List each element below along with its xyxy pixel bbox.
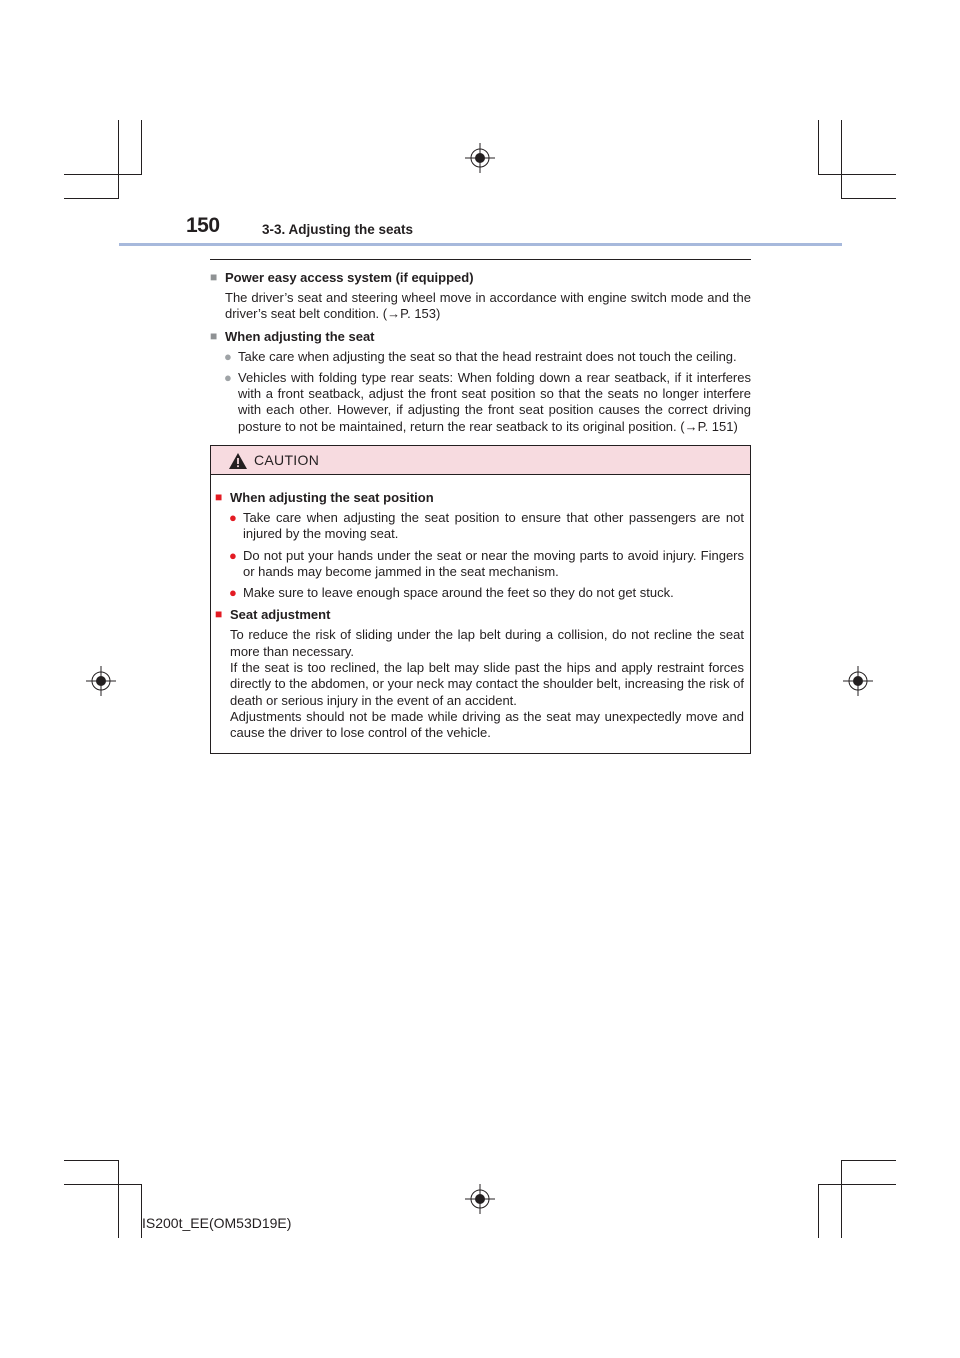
header-rule [119,243,842,246]
caution-body [211,475,750,742]
crop-mark [841,198,896,199]
circle-bullet-icon: ● [229,510,237,525]
caution-position-heading [215,489,744,506]
list-item-text: Take care when adjusting the seat so that the head restraint does not touch the ceiling. [238,348,737,364]
power-easy-heading-text: Power easy access system (if equipped) [225,270,474,285]
section-title: 3-3. Adjusting the seats [262,222,414,237]
circle-bullet-icon: ● [229,547,237,563]
crosshair-icon [465,1184,495,1214]
list-item [210,349,751,365]
crop-mark [818,1184,819,1238]
circle-bullet-icon: ● [224,369,232,385]
when-adjusting-heading [210,328,751,345]
page-number: 150 [186,214,220,237]
crop-mark [118,1160,119,1238]
caution-box [210,445,751,754]
crosshair-icon [465,143,495,173]
caution-adjustment-heading-text: Seat adjustment [230,607,331,623]
crop-mark [818,1184,896,1185]
square-bullet-icon: ■ [215,607,223,622]
crop-mark [64,198,119,199]
power-easy-heading [210,269,751,286]
crop-mark [141,120,142,174]
crop-mark [841,1160,896,1161]
crosshair-icon [86,666,116,696]
caution-paragraph: If the seat is too reclined, the lap belt may slide past the hips and apply restraint forces directly to the abdomen, or your neck may contact the shoulder belt, increasing the risk of death or serious injury in the event of an accident. [230,660,744,708]
list-item-text: Make sure to leave enough space around the feet so they do not get stuck. [243,585,674,601]
crop-mark [118,120,119,199]
crop-mark [818,174,896,175]
circle-bullet-icon: ● [224,348,232,364]
crop-mark [64,174,142,175]
footer-code: IS200t_EE(OM53D19E) [142,1215,292,1231]
warning-triangle-icon [228,452,248,470]
list-item [215,548,744,581]
caution-header [211,446,750,475]
circle-bullet-icon: ● [229,585,237,601]
list-item-text: Do not put your hands under the seat or near the moving parts to avoid injury. Fingers or hands may become jammed in the seat mechanism. [243,547,744,579]
caution-paragraph: To reduce the risk of sliding under the lap belt during a collision, do not recline the seat more than necessary. [230,627,744,659]
square-bullet-icon: ■ [215,490,223,504]
crop-mark [64,1160,119,1161]
list-item [215,510,744,543]
power-easy-text: The driver’s seat and steering wheel move in accordance with engine switch mode and the driver’s seat belt condition. (→P. 153) [225,290,751,322]
caution-title: CAUTION [254,452,320,468]
list-item [215,585,744,601]
list-item-text: Vehicles with folding type rear seats: When folding down a rear seatback, if it interferes with a front seatback, adjust the front seat position so that the seats no longer interfere with each other. However, if adjusting the front seat position causes the correct driving posture to not be maintained, return the rear seatback to its original position. (→P. 151) [238,369,751,434]
caution-paragraph: Adjustments should not be made while driving as the seat may unexpectedly move and cause the driver to lose control of the vehicle. [230,708,744,741]
crop-mark [64,1184,142,1185]
crop-mark [841,1160,842,1238]
crop-mark [818,120,819,174]
caution-position-heading-text: When adjusting the seat position [230,490,434,505]
when-adjusting-heading-text: When adjusting the seat [225,328,375,344]
crosshair-icon [843,666,873,696]
square-bullet-icon: ■ [210,270,218,284]
main-content [210,269,751,440]
list-item-text: Take care when adjusting the seat position to ensure that other passengers are not injured by the moving seat. [243,510,744,542]
list-item [210,370,751,435]
caution-adjustment-heading [215,606,744,623]
square-bullet-icon: ■ [210,328,218,343]
crop-mark [841,120,842,199]
content-top-rule [210,259,751,260]
